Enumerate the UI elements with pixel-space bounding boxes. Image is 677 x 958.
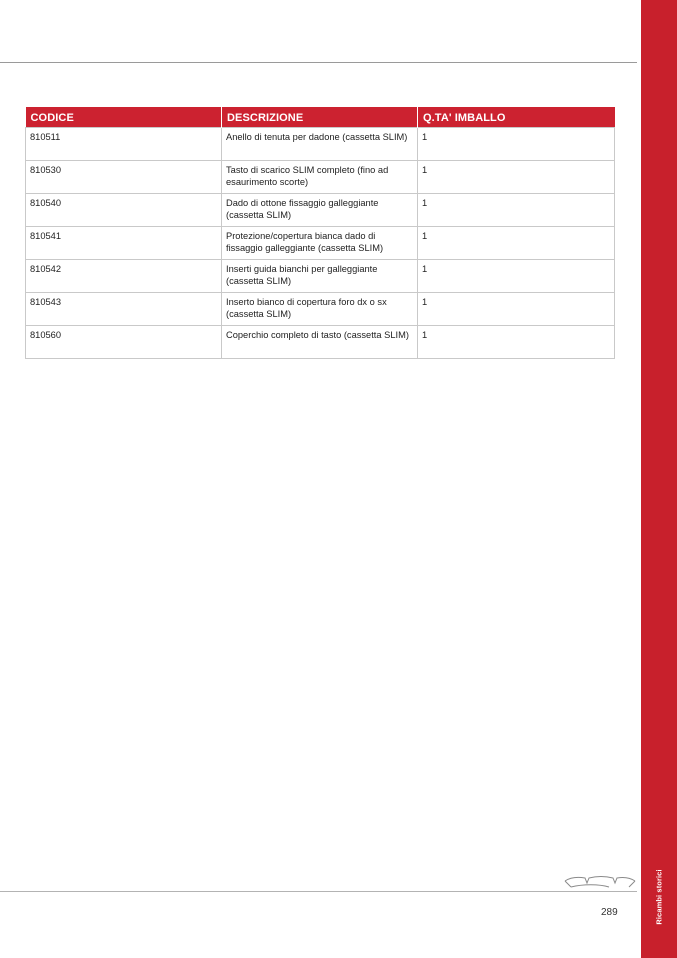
header-qta-imballo: Q.TA' IMBALLO xyxy=(418,107,615,128)
cell-description: Anello di tenuta per dadone (cassetta SLIM) xyxy=(222,128,418,161)
cell-code: 810543 xyxy=(26,293,222,326)
cell-code: 810560 xyxy=(26,326,222,359)
cell-code: 810541 xyxy=(26,227,222,260)
cell-description: Coperchio completo di tasto (cassetta SLIM) xyxy=(222,326,418,359)
section-side-label: Ricambi storici xyxy=(654,869,664,925)
table-row xyxy=(26,227,615,260)
table-row xyxy=(26,194,615,227)
spare-parts-table xyxy=(25,107,615,359)
table-row xyxy=(26,161,615,194)
bottom-divider xyxy=(0,891,637,892)
cell-qty: 1 xyxy=(418,227,615,260)
cell-qty: 1 xyxy=(418,194,615,227)
cell-description: Inserto bianco di copertura foro dx o sx (cassetta SLIM) xyxy=(222,293,418,326)
top-divider xyxy=(0,62,637,63)
cell-description: Protezione/copertura bianca dado di fissaggio galleggiante (cassetta SLIM) xyxy=(222,227,418,260)
section-side-tab xyxy=(641,0,677,958)
cell-qty: 1 xyxy=(418,128,615,161)
table-row xyxy=(26,128,615,161)
page-number: 289 xyxy=(601,907,618,918)
table-row xyxy=(26,260,615,293)
cell-qty: 1 xyxy=(418,260,615,293)
cell-code: 810540 xyxy=(26,194,222,227)
cell-description: Dado di ottone fissaggio galleggiante (cassetta SLIM) xyxy=(222,194,418,227)
cell-qty: 1 xyxy=(418,326,615,359)
cell-description: Tasto di scarico SLIM completo (fino ad esaurimento scorte) xyxy=(222,161,418,194)
cell-description: Inserti guida bianchi per galleggiante (cassetta SLIM) xyxy=(222,260,418,293)
toilet-outline-icon xyxy=(563,875,637,891)
table-row xyxy=(26,326,615,359)
cell-code: 810530 xyxy=(26,161,222,194)
cell-code: 810542 xyxy=(26,260,222,293)
table-row xyxy=(26,293,615,326)
cell-code: 810511 xyxy=(26,128,222,161)
cell-qty: 1 xyxy=(418,161,615,194)
cell-qty: 1 xyxy=(418,293,615,326)
header-codice: CODICE xyxy=(26,107,222,128)
header-descrizione: DESCRIZIONE xyxy=(222,107,418,128)
table-header-row xyxy=(26,107,615,128)
